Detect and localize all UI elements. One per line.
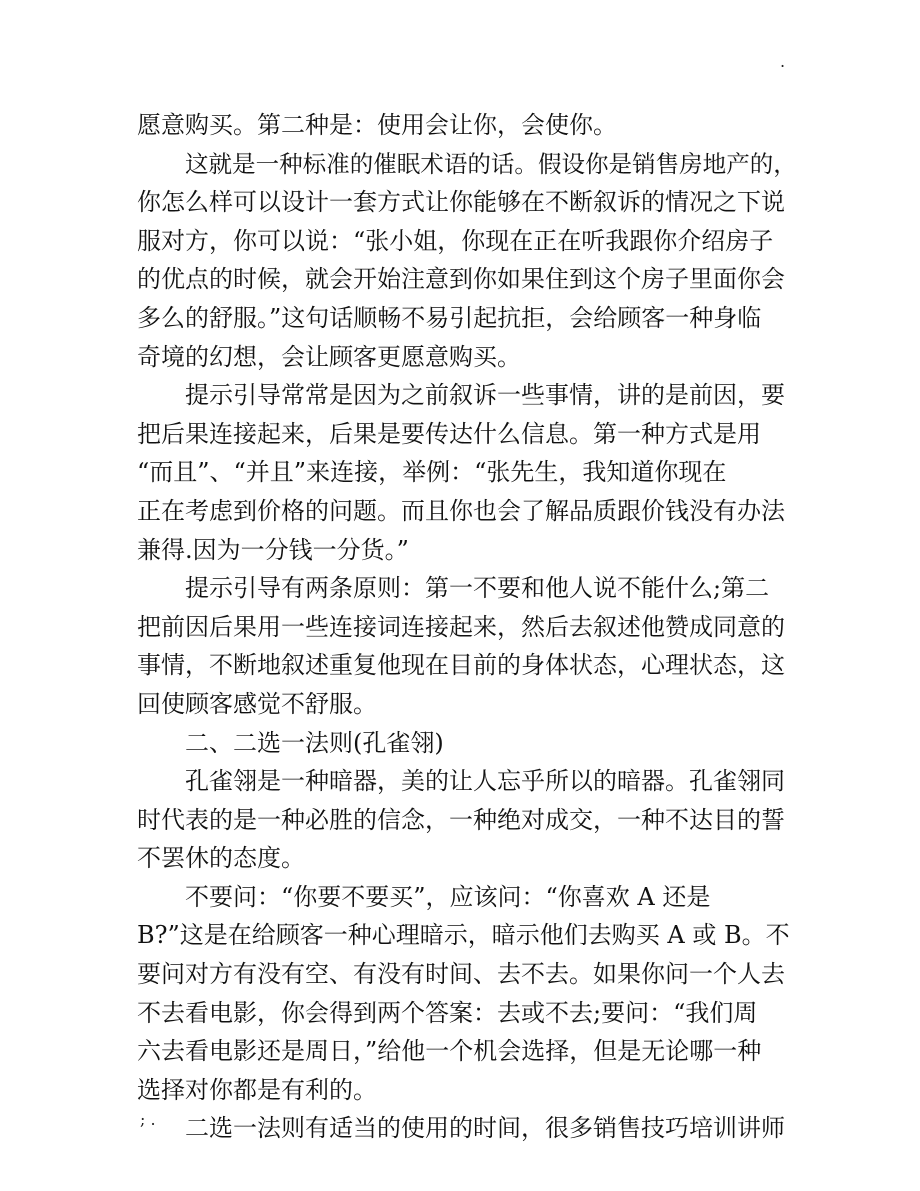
text-line: 事情，不断地叙述重复他现在目前的身体状态，心理状态，这 [137,651,785,680]
text-line: 六去看电影还是周日，”给他一个机会选择，但是无论哪一种 [137,1037,762,1066]
text-line: 你怎么样可以设计一套方式让你能够在不断叙诉的情况之下说 [137,188,785,217]
text-line: 愿意购买。第二种是：使用会让你，会使你。 [137,111,617,139]
text-line: B?”这是在给顾客一种心理暗示，暗示他们去购买 A 或 B。不 [137,921,790,950]
text-line: 把前因后果用一些连接词连接起来，然后去叙述他赞成同意的 [137,612,785,641]
text-line: 提示引导常常是因为之前叙诉一些事情，讲的是前因，要 [185,381,785,410]
text-line: 正在考虑到价格的问题。而且你也会了解品质跟价钱没有办法 [137,496,785,525]
text-line: 多么的舒服。”这句话顺畅不易引起抗拒，会给顾客一种身临 [137,303,762,332]
text-line: 服对方，你可以说：“张小姐，你现在正在听我跟你介绍房子 [137,226,774,255]
text-line: 奇境的幻想，会让顾客更愿意购买。 [137,342,521,371]
text-line: 不去看电影，你会得到两个答案：去或不去;要问：“我们周 [137,998,758,1027]
text-line: 的优点的时候，就会开始注意到你如果住到这个房子里面你会 [137,265,785,294]
footer-mark: ; . [140,1110,156,1129]
text-line: 兼得.因为一分钱一分货。” [137,535,409,564]
text-line: 二、二选一法则(孔雀翎) [185,728,444,757]
text-line: 把后果连接起来，后果是要传达什么信息。第一种方式是用 [137,419,761,448]
text-line: 时代表的是一种必胜的信念，一种绝对成交，一种不达目的誓 [137,805,785,834]
text-line: 不罢休的态度。 [137,844,305,873]
text-line: 这就是一种标准的催眠术语的话。假设你是销售房地产的， [185,149,797,178]
text-line: 回使顾客感觉不舒服。 [137,689,377,718]
text-line: 提示引导有两条原则：第一不要和他人说不能什么;第二 [185,574,770,603]
text-line: 二选一法则有适当的使用的时间，很多销售技巧培训讲师 [185,1114,785,1143]
body-text [137,106,797,1148]
header-mark: . [780,52,786,71]
text-line: 不要问：“你要不要买”，应该问：“你喜欢 A 还是 [185,882,711,911]
text-line: 要问对方有没有空、有没有时间、去不去。如果你问一个人去 [137,960,785,989]
text-line: 选择对你都是有利的。 [137,1075,377,1104]
text-line: 孔雀翎是一种暗器，美的让人忘乎所以的暗器。孔雀翎同 [185,767,785,796]
text-line: “而且”、“并且”来连接，举例：“张先生，我知道你现在 [137,458,727,487]
